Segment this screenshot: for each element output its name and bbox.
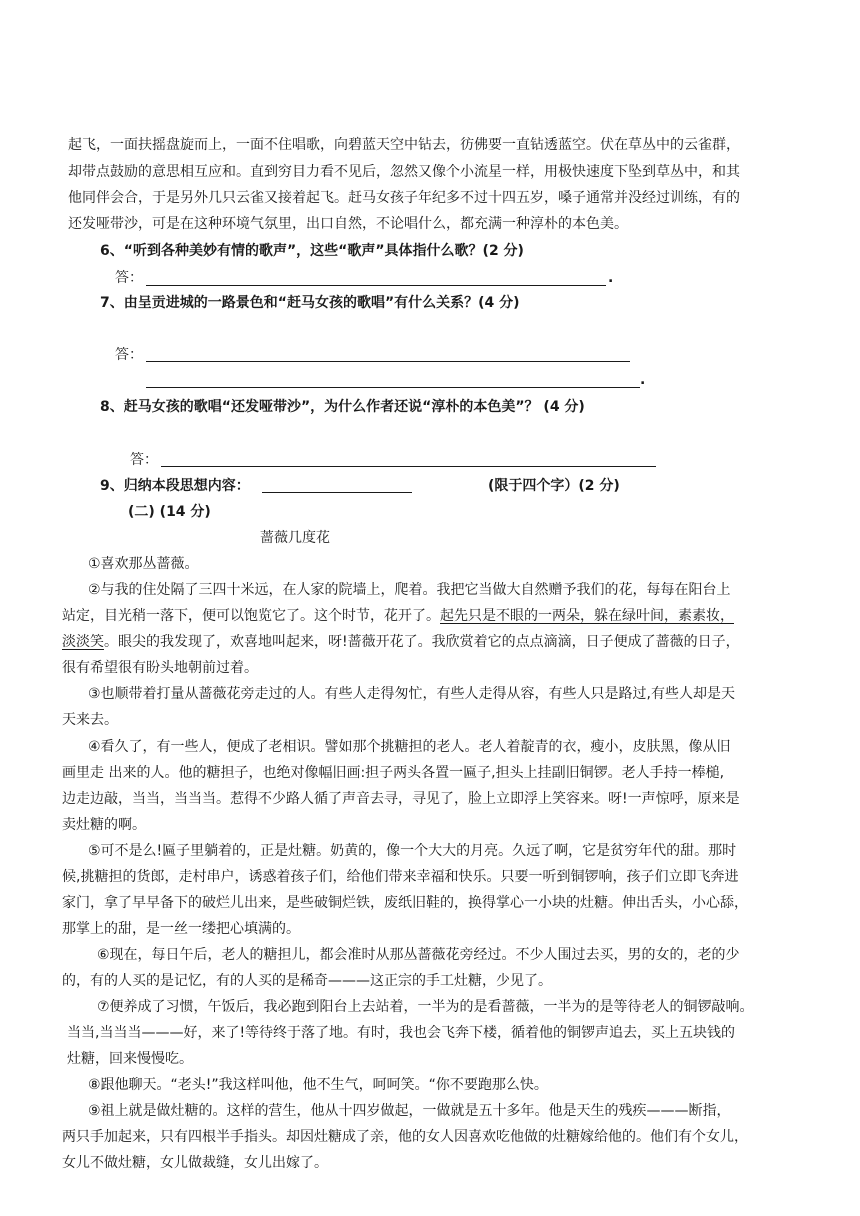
paragraph-7-line-3: 灶糖，回来慢慢吃。 <box>67 1051 193 1067</box>
answer-line <box>146 387 640 388</box>
underlined-sentence-end: 淡淡笑 <box>62 634 104 650</box>
answer-period: . <box>640 372 646 388</box>
passage-one-line-3: 他同伴会合，于是另外几只云雀又接着起飞。赶马女孩子年纪多不过十四五岁，嗓子通常并没经过训练，有的 <box>68 190 740 206</box>
paragraph-2-text: 站定，目光稍一落下，便可以饱览它了。这个时节，花开了。 <box>62 608 440 624</box>
answer-line <box>161 466 656 467</box>
paragraph-4-line-2: 画里走 出来的人。他的糖担子，也绝对像幅旧画:担子两头各置一匾子,担头上挂副旧铜锣。老人手持一棒槌, <box>62 765 725 781</box>
question-8-answer-label: 答： <box>130 452 158 468</box>
answer-line <box>146 285 606 286</box>
paragraph-6-line-1: ⑥现在，每日午后，老人的糖担儿，都会准时从那丛蔷薇花旁经过。不少人围过去买，男的女的，老的少 <box>97 947 740 963</box>
paragraph-3-line-2: 天来去。 <box>62 712 118 728</box>
paragraph-2-line-4: 很有希望很有盼头地朝前过着。 <box>62 660 258 676</box>
paragraph-4-line-3: 边走边敲，当当，当当当。惹得不少路人循了声音去寻，寻见了，脸上立即浮上笑容来。呀!一声惊呼，原来是 <box>62 791 740 807</box>
paragraph-5-line-4: 那掌上的甜，是一丝一缕把心填满的。 <box>62 921 300 937</box>
paragraph-8: ⑧跟他聊天。“老头!”我这样叫他，他不生气，呵呵笑。“你不要跑那么快。 <box>88 1077 548 1093</box>
paragraph-9-line-3: 女儿不做灶糖，女儿做裁缝，女儿出嫁了。 <box>62 1155 328 1171</box>
question-9-limit: (限于四个字）(2 分) <box>488 478 620 494</box>
paragraph-4-line-4: 卖灶糖的啊。 <box>62 817 146 833</box>
paragraph-5-line-2: 候,挑糖担的货郎，走村串户，诱惑着孩子们，给他们带来幸福和快乐。只要一听到铜锣响，孩子们立即飞奔进 <box>62 869 739 885</box>
paragraph-2-text: 。眼尖的我发现了，欢喜地叫起来，呀!蔷薇开花了。我欣赏着它的点点滴滴，日子便成了蔷薇的日子， <box>104 634 740 650</box>
passage-title: 蔷薇几度花 <box>260 530 330 546</box>
question-9: 9、归纳本段思想内容： <box>100 478 250 494</box>
answer-line <box>262 492 412 493</box>
paragraph-7-line-2: 当当,当当当———好，来了!等待终于落了地。有时，我也会飞奔下楼，循着他的铜锣声追去，买上五块钱的 <box>67 1025 736 1041</box>
paragraph-5-line-3: 家门，拿了早早备下的破烂儿出来，是些破铜烂铁，废纸旧鞋的，换得掌心一小块的灶糖。伸出舌头，小心舔， <box>62 895 748 911</box>
passage-one-line-4: 还发哑带沙，可是在这种环境气氛里，出口自然，不论唱什么，都充满一种淳朴的本色美。 <box>68 216 628 232</box>
paragraph-2-line-3 <box>62 632 740 652</box>
question-6-answer-label: 答： <box>115 270 143 286</box>
question-8: 8、赶马女孩的歌唱“还发哑带沙”，为什么作者还说“淳朴的本色美”？ (4 分) <box>100 399 585 415</box>
paragraph-5-line-1: ⑤可不是么!匾子里躺着的，正是灶糖。奶黄的，像一个大大的月亮。久远了啊，它是贫穷年代的甜。那时 <box>88 843 737 859</box>
paragraph-6-line-2: 的，有的人买的是记忆，有的人买的是稀奇———这正宗的手工灶糖，少见了。 <box>62 973 552 989</box>
paragraph-1: ①喜欢那丛蔷薇。 <box>88 556 199 572</box>
paragraph-4-line-1: ④看久了，有一些人，便成了老相识。譬如那个挑糖担的老人。老人着靛青的衣，瘦小，皮肤黑，像从旧 <box>88 739 731 755</box>
passage-one-line-1: 起飞，一面扶摇盘旋而上，一面不住唱歌，向碧蓝天空中钻去，彷佛要一直钻透蓝空。伏在草丛中的云雀群， <box>68 137 740 153</box>
underlined-sentence: 起先只是不眼的一两朵，躲在绿叶间，素素妆， <box>440 608 734 624</box>
section-heading: (二) (14 分) <box>128 504 211 520</box>
question-7-answer-label: 答： <box>115 347 143 363</box>
passage-one-line-2: 却带点鼓励的意思相互应和。直到穷目力看不见后，忽然又像个小流星一样，用极快速度下坠到草丛中，和其 <box>68 164 740 180</box>
paragraph-7-line-1: ⑦便养成了习惯，午饭后，我必跑到阳台上去站着，一半为的是看蔷薇，一半为的是等待老人的铜锣敲响。 <box>97 999 754 1015</box>
paragraph-9-line-1: ⑨祖上就是做灶糖的。这样的营生，他从十四岁做起，一做就是五十多年。他是天生的残疾———断指， <box>88 1103 731 1119</box>
question-6: 6、“听到各种美妙有情的歌声”，这些“歌声”具体指什么歌？(2 分) <box>100 243 524 259</box>
answer-line <box>146 361 630 362</box>
paragraph-9-line-2: 两只手加起来，只有四根半手指头。却因灶糖成了亲，他的女人因喜欢吃他做的灶糖嫁给他的。他们有个女儿， <box>62 1129 748 1145</box>
paragraph-3-line-1: ③也顺带着打量从蔷薇花旁走过的人。有些人走得匆忙，有些人走得从容，有些人只是路过,有些人却是天 <box>88 686 735 702</box>
answer-period: . <box>608 270 614 286</box>
question-7: 7、由呈贡进城的一路景色和“赶马女孩的歌唱”有什么关系？(4 分) <box>100 295 520 311</box>
paragraph-2-line-1: ②与我的住处隔了三四十米远，在人家的院墙上，爬着。我把它当做大自然赠予我们的花，每每在阳台上 <box>88 582 731 598</box>
paragraph-2-line-2 <box>62 606 734 626</box>
